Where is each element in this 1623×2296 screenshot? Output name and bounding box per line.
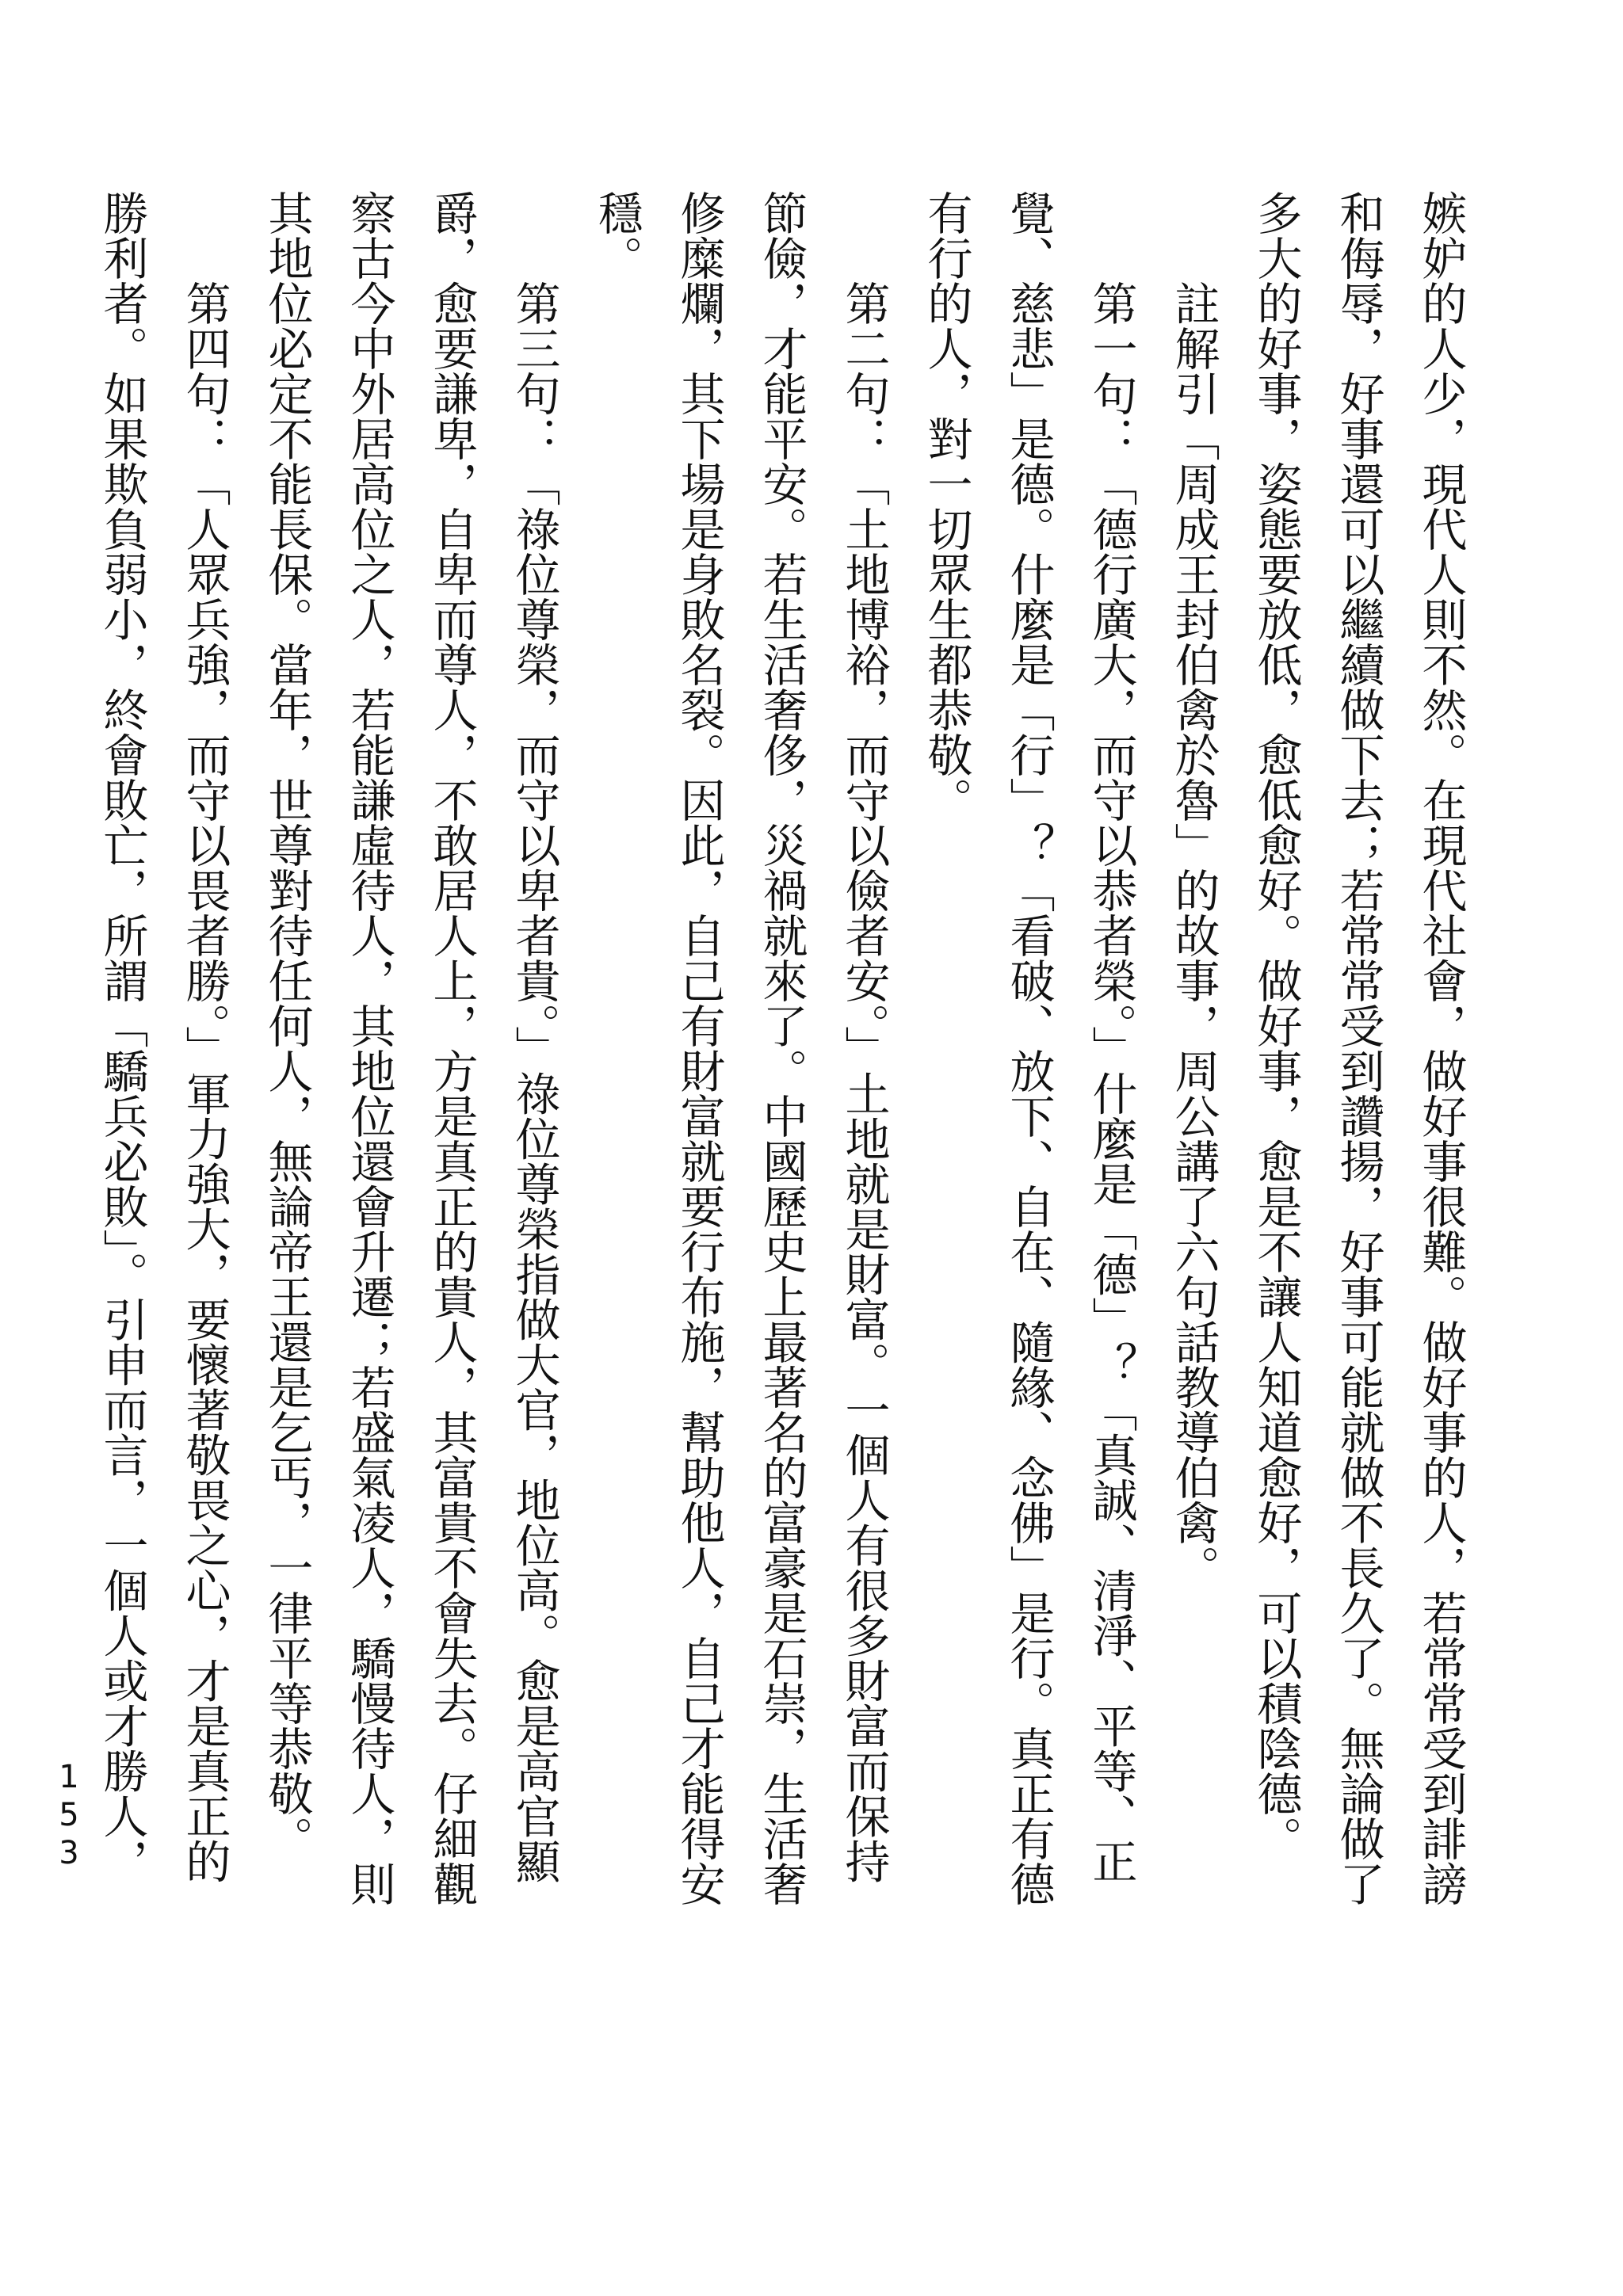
page-number: 153: [51, 1759, 87, 1873]
text-line-6: 覺、慈悲」是德。什麼是「行」？「看破、放下、自在、隨緣、念佛」是行。真正有德: [1002, 190, 1055, 1906]
text-line-14: 察古今中外居高位之人，若能謙虛待人，其地位還會升遷；若盛氣凌人，驕慢待人，則: [343, 190, 395, 1906]
text-line-2: 和侮辱，好事還可以繼續做下去；若常常受到讚揚，好事可能就做不長久了。無論做了: [1332, 190, 1384, 1906]
text-line-12: 第三句：「祿位尊榮，而守以卑者貴。」祿位尊榮指做大官，地位高。愈是高官顯: [508, 280, 560, 1884]
text-line-5: 第一句：「德行廣大，而守以恭者榮。」什麼是「德」？「真誠、清淨、平等、正: [1085, 280, 1137, 1884]
text-line-1: 嫉妒的人少，現代人則不然。在現代社會，做好事很難。做好事的人，若常常受到誹謗: [1415, 190, 1467, 1906]
text-line-11: 穩。: [590, 190, 643, 280]
text-line-15: 其地位必定不能長保。當年，世尊對待任何人，無論帝王還是乞丐，一律平等恭敬。: [261, 190, 313, 1861]
text-line-4: 註解引「周成王封伯禽於魯」的故事，周公講了六句話教導伯禽。: [1167, 280, 1220, 1590]
text-line-17: 勝利者。如果欺負弱小，終會敗亡，所謂「驕兵必敗」。引申而言，一個人或才勝人，: [96, 190, 148, 1884]
text-line-16: 第四句：「人眾兵強，而守以畏者勝。」軍力強大，要懷著敬畏之心，才是真正的: [178, 280, 231, 1884]
text-line-10: 修糜爛，其下場是身敗名裂。因此，自己有財富就要行布施，幫助他人，自己才能得安: [673, 190, 725, 1906]
body-text: [81, 190, 1482, 2171]
text-line-13: 爵，愈要謙卑，自卑而尊人，不敢居人上，方是真正的貴人，其富貴不會失去。仔細觀: [426, 190, 478, 1906]
text-line-3: 多大的好事，姿態要放低，愈低愈好。做好事，愈是不讓人知道愈好，可以積陰德。: [1250, 190, 1302, 1861]
text-line-9: 節儉，才能平安。若生活奢侈，災禍就來了。中國歷史上最著名的富豪是石崇，生活奢: [755, 190, 808, 1906]
text-line-8: 第二句：「土地博裕，而守以儉者安。」土地就是財富。一個人有很多財富而保持: [838, 280, 890, 1884]
text-line-7: 有行的人，對一切眾生都恭敬。: [920, 190, 972, 822]
